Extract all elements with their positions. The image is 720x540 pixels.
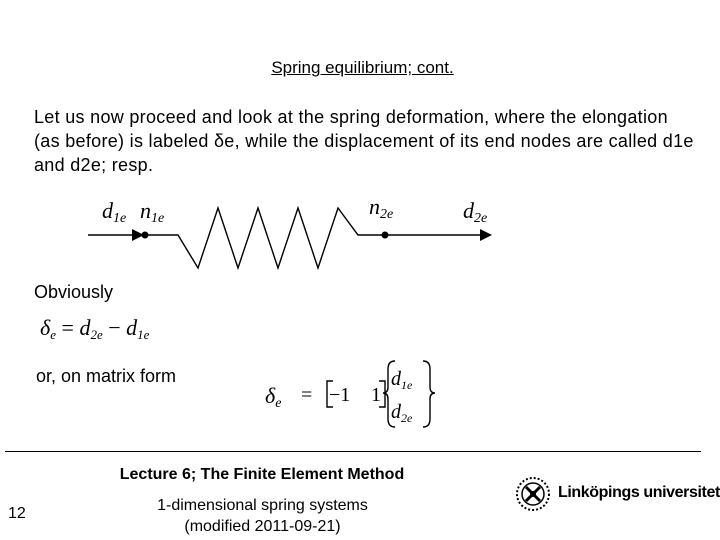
- svg-text:d1e: $d_{1e}$: [391, 368, 413, 392]
- right-arrowhead: [480, 229, 492, 241]
- node-2: [382, 232, 389, 239]
- matrix-form-label: or, on matrix form: [36, 366, 177, 386]
- university-logo: [514, 475, 720, 513]
- equation-matrix: [255, 355, 445, 435]
- label-n2e: n2e: [369, 194, 394, 222]
- footer-topic: [0, 495, 525, 537]
- university-name: Linköpings universitet: [558, 484, 720, 501]
- svg-text:d2e: $d_{2e}$: [391, 401, 413, 425]
- footer-lecture-title: Lecture 6; The Finite Element Method: [119, 466, 405, 483]
- label-n1e: n1e: [140, 198, 165, 226]
- equation-elongation: $\delta_e = d_{2e} - d_{1e}$: [40, 315, 150, 342]
- label-d2e: d2e: [463, 198, 488, 226]
- svg-text:=: =: [301, 384, 313, 406]
- svg-text:1: 1: [371, 384, 381, 406]
- node-1: [142, 232, 149, 239]
- footer-topic-line1: 1-dimensional spring systems: [157, 497, 368, 514]
- svg-text:δe: δe: [265, 383, 282, 411]
- right-brace: [423, 361, 435, 427]
- label-d1e: d1e: [102, 198, 127, 226]
- intro-paragraph: Let us now proceed and look at the spring deformation, where the elongation (as before) is labeled δe, while the displacement of its end nodes are called d1e and d2e; resp.: [34, 107, 694, 175]
- obviously-label: Obviously: [34, 282, 114, 302]
- footer-topic-line2: (modified 2011-09-21): [184, 518, 341, 535]
- slide-title: Spring equilibrium; cont.: [271, 58, 454, 77]
- university-seal-icon: [514, 475, 552, 513]
- footer-divider: [5, 451, 701, 452]
- page-number: 12: [8, 505, 26, 522]
- svg-text:−1: −1: [329, 384, 351, 406]
